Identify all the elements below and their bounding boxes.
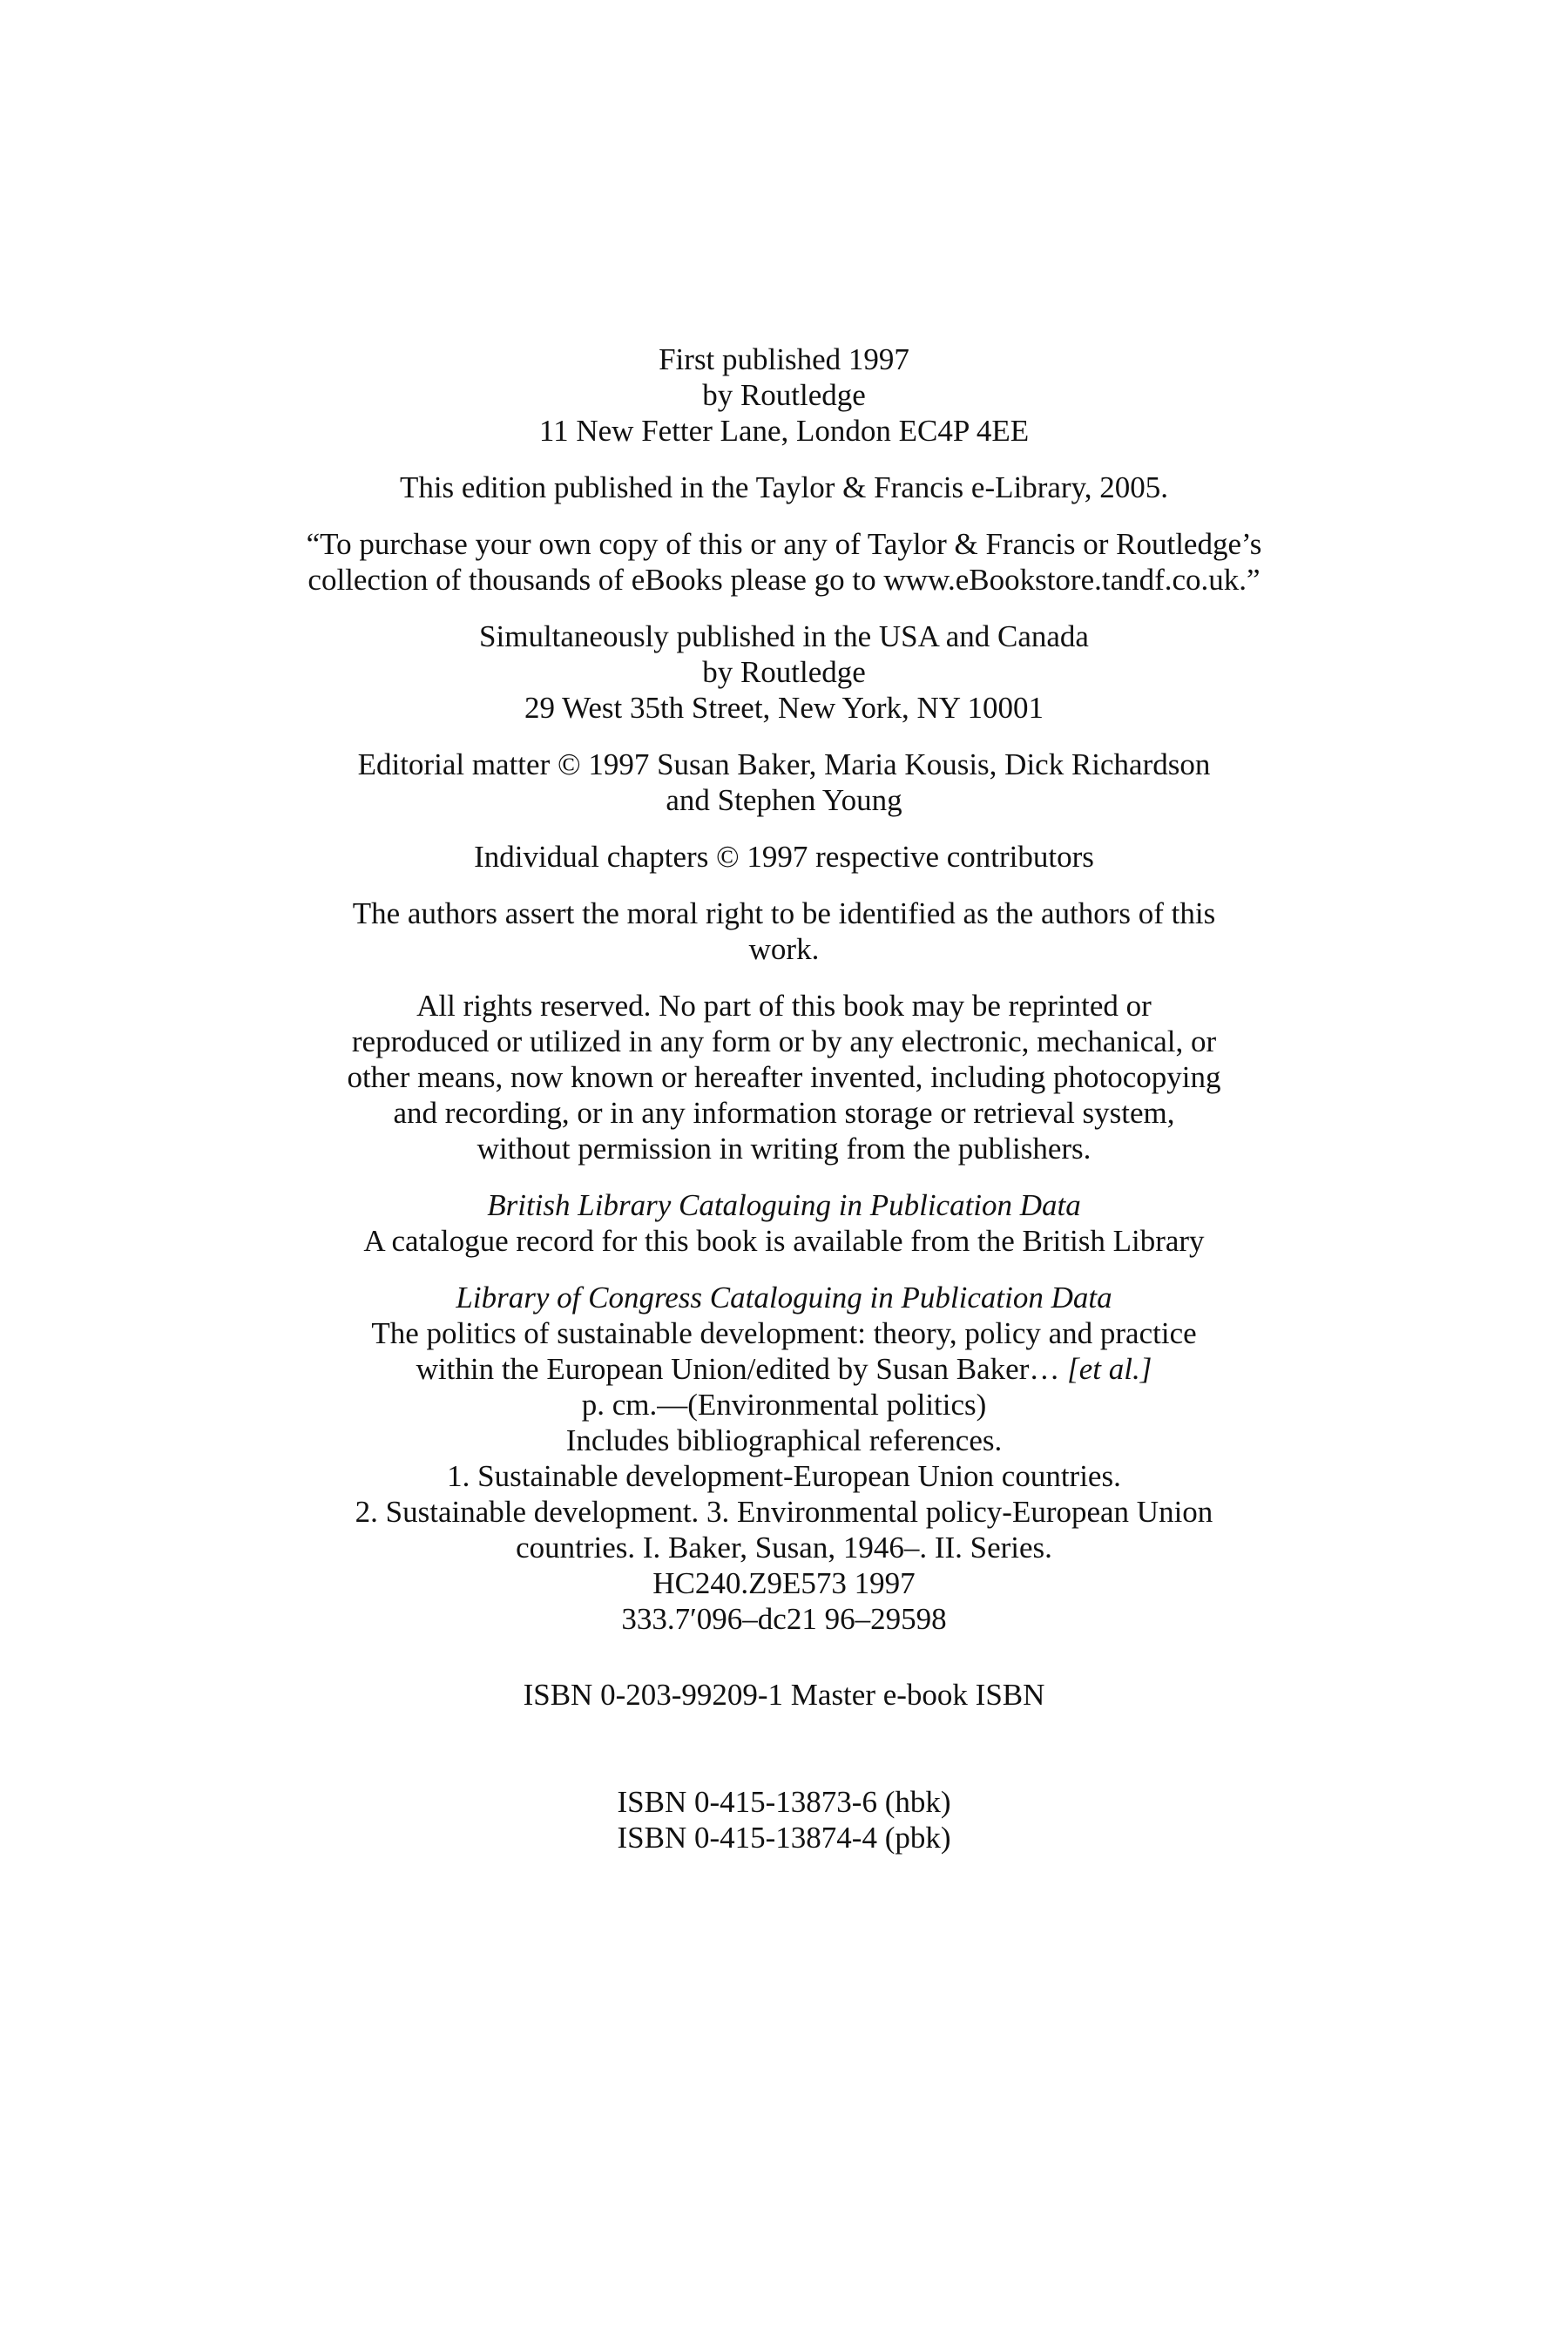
cip-editor-text: within the European Union/edited by Susan Baker… xyxy=(416,1352,1068,1386)
cip-title-line: The politics of sustainable development: theory, policy and practice xyxy=(371,1316,1197,1350)
rights-reserved-line: and recording, or in any information storage or retrieval system, xyxy=(393,1096,1175,1130)
cip-classification-line: 333.7′096–dc21 96–29598 xyxy=(621,1602,947,1636)
british-library-heading: British Library Cataloguing in Publication Data xyxy=(487,1188,1081,1222)
cip-et-al: [et al.] xyxy=(1067,1352,1152,1386)
purchase-note-block xyxy=(218,526,1350,598)
publisher-address-line: 11 New Fetter Lane, London EC4P 4EE xyxy=(538,414,1030,448)
edition-note-block xyxy=(218,470,1350,505)
publisher-line: by Routledge xyxy=(702,378,866,412)
moral-right-line: The authors assert the moral right to be identified as the authors of this xyxy=(352,896,1216,930)
chapters-copyright-line: Individual chapters © 1997 respective contributors xyxy=(474,840,1094,874)
editorial-copyright-line: and Stephen Young xyxy=(666,783,902,817)
moral-right-block xyxy=(218,896,1350,967)
usa-publication-block xyxy=(218,618,1350,726)
cip-subject-line: 1. Sustainable development-European Union countries. xyxy=(447,1459,1121,1493)
isbn-master-block xyxy=(218,1677,1350,1713)
library-of-congress-block xyxy=(218,1280,1350,1637)
library-of-congress-heading: Library of Congress Cataloguing in Publication Data xyxy=(456,1281,1112,1315)
isbn-master-line: ISBN 0-203-99209-1 Master e-book ISBN xyxy=(523,1678,1045,1712)
rights-reserved-line: reproduced or utilized in any form or by any electronic, mechanical, or xyxy=(351,1024,1217,1058)
british-library-text: A catalogue record for this book is available from the British Library xyxy=(363,1224,1205,1258)
moral-right-line: work. xyxy=(748,932,820,966)
cip-subject-line: countries. I. Baker, Susan, 1946–. II. Series. xyxy=(516,1531,1052,1565)
isbn-pbk-line: ISBN 0-415-13874-4 (pbk) xyxy=(617,1821,951,1855)
editorial-copyright-line: Editorial matter © 1997 Susan Baker, Maria Kousis, Dick Richardson xyxy=(357,747,1211,781)
cip-references-line: Includes bibliographical references. xyxy=(565,1423,1003,1457)
imprint-block xyxy=(218,341,1350,449)
purchase-note-line: “To purchase your own copy of this or any of Taylor & Francis or Routledge’s xyxy=(306,527,1262,561)
usa-address-line: 29 West 35th Street, New York, NY 10001 xyxy=(524,691,1044,725)
isbn-hbk-line: ISBN 0-415-13873-6 (hbk) xyxy=(617,1785,951,1819)
rights-reserved-line: other means, now known or hereafter invented, including photocopying xyxy=(347,1060,1221,1094)
usa-publication-line: Simultaneously published in the USA and Canada xyxy=(479,619,1089,653)
first-published-line: First published 1997 xyxy=(659,342,909,376)
cip-subject-line: 2. Sustainable development. 3. Environmental policy-European Union xyxy=(355,1495,1213,1529)
copyright-text-column xyxy=(218,341,1350,1855)
cip-call-number-line: HC240.Z9E573 1997 xyxy=(652,1566,916,1600)
rights-reserved-block xyxy=(218,988,1350,1166)
cip-series-line: p. cm.—(Environmental politics) xyxy=(581,1388,987,1422)
rights-reserved-line: without permission in writing from the publishers. xyxy=(476,1132,1092,1166)
isbn-print-block xyxy=(218,1784,1350,1855)
cip-editor-line xyxy=(218,1351,1350,1387)
purchase-note-line: collection of thousands of eBooks please go to www.eBookstore.tandf.co.uk.” xyxy=(308,563,1260,597)
rights-reserved-line: All rights reserved. No part of this book may be reprinted or xyxy=(416,989,1152,1023)
usa-publisher-line: by Routledge xyxy=(702,655,866,689)
british-library-block xyxy=(218,1187,1350,1259)
chapters-copyright-block xyxy=(218,839,1350,875)
edition-note: This edition published in the Taylor & Francis e-Library, 2005. xyxy=(399,470,1169,504)
editorial-copyright-block xyxy=(218,747,1350,818)
